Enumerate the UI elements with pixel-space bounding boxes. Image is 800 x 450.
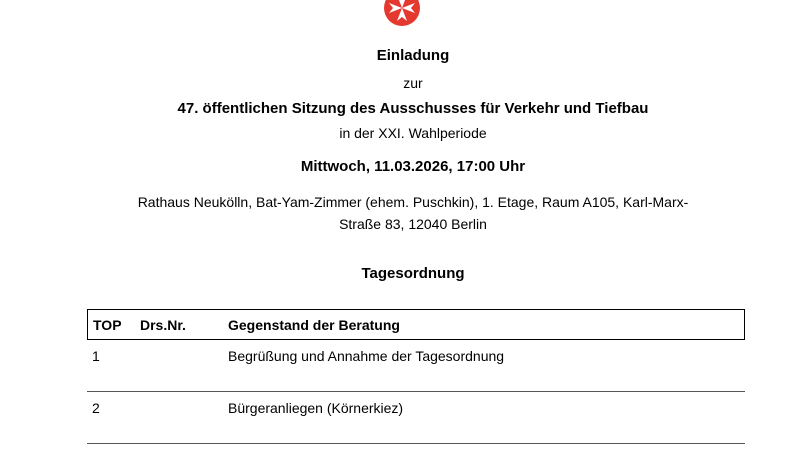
meeting-title: 47. öffentlichen Sitzung des Ausschusses für Verkehr und Tiefbau xyxy=(177,100,649,117)
meeting-date: Mittwoch, 11.03.2026, 17:00 Uhr xyxy=(300,158,526,175)
title-connector: zur xyxy=(403,75,423,91)
row-subject: Bürgeranliegen (Körnerkiez) xyxy=(228,400,404,416)
column-header-drs: Drs.Nr. xyxy=(140,317,186,333)
row-top-number: 1 xyxy=(92,348,100,364)
agenda-table-header xyxy=(87,309,745,340)
column-header-top: TOP xyxy=(93,317,122,333)
meeting-location-line-2: Straße 83, 12040 Berlin xyxy=(339,216,487,232)
table-row xyxy=(87,340,745,392)
agenda-heading: Tagesordnung xyxy=(361,265,465,282)
row-top-number: 2 xyxy=(92,400,100,416)
meeting-location-line-1: Rathaus Neukölln, Bat-Yam-Zimmer (ehem. Puschkin), 1. Etage, Raum A105, Karl-Marx- xyxy=(137,194,689,210)
document-title: Einladung xyxy=(376,47,450,64)
row-subject: Begrüßung und Annahme der Tagesordnung xyxy=(228,348,505,364)
agenda-table xyxy=(87,309,745,444)
maltese-cross-icon xyxy=(384,0,420,26)
legislative-period: in der XXI. Wahlperiode xyxy=(339,125,487,141)
table-row xyxy=(87,392,745,444)
column-header-gegenstand: Gegenstand der Beratung xyxy=(228,317,400,333)
